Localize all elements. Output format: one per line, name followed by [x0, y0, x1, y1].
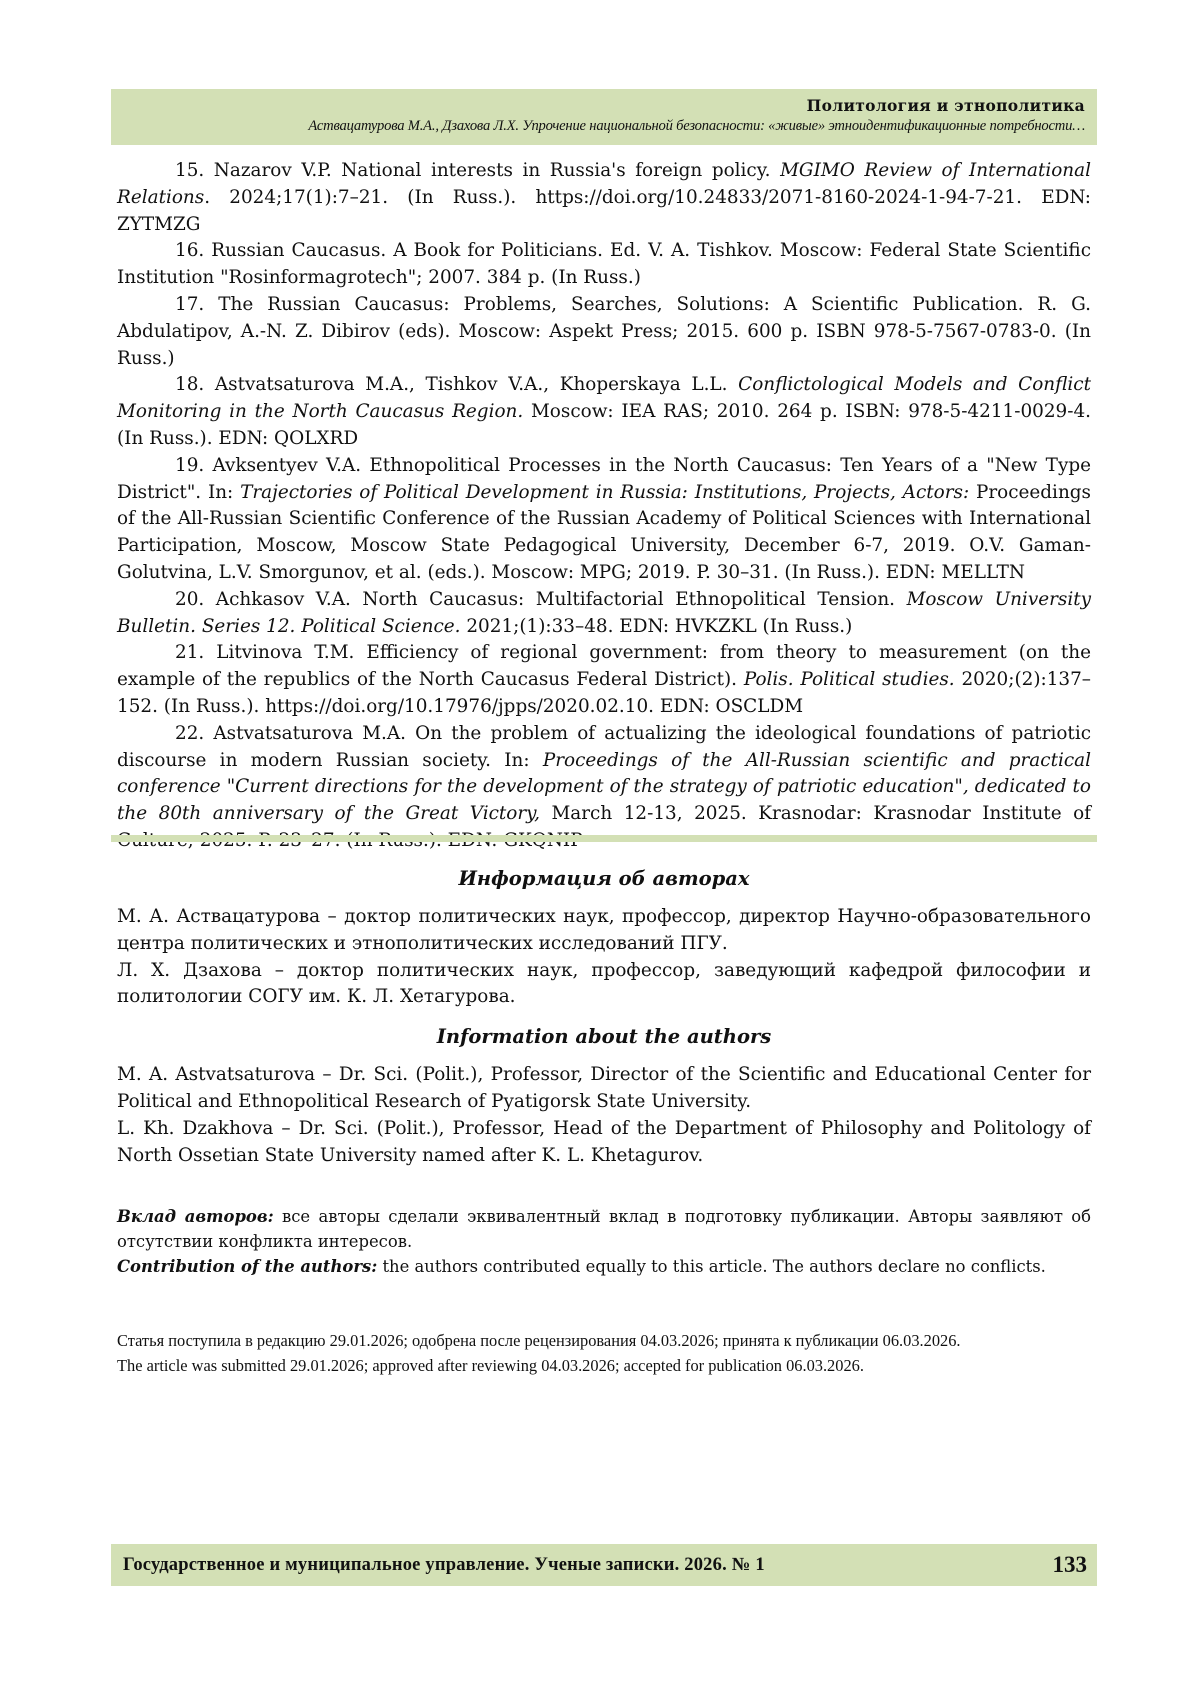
reference-item [117, 453, 1091, 587]
authors-heading-en: Information about the authors [436, 1025, 772, 1049]
page-number: 133 [1052, 1552, 1087, 1577]
author-1-ru: М. А. Аствацатурова – доктор политических наук, профессор, директор Научно-образовательного центра политических и этнополитических исследований ПГУ. [117, 906, 1091, 954]
contribution-en-label: Contribution of the authors: [117, 1257, 378, 1276]
journal-title: Государственное и муниципальное управление. Ученые записки. 2026. № 1 [123, 1554, 765, 1575]
contribution-ru-text: все авторы сделали эквивалентный вклад в подготовку публикации. Авторы заявляют об отсутствии конфликта интересов. [117, 1207, 1091, 1251]
reference-source-title: Conflictological Models and Conflict Monitoring in the North Caucasus Region. [117, 374, 1091, 423]
reference-text: 18. Astvatsaturova M.A., Tishkov V.A., Khoperskaya L.L. [175, 374, 739, 396]
author-2-ru: Л. Х. Дзахова – доктор политических наук, профессор, заведующий кафедрой философии и политологии СОГУ им. К. Л. Хетагурова. [117, 959, 1091, 1008]
reference-list [117, 158, 1091, 855]
article-dates [117, 1328, 1091, 1378]
reference-text: 19. Avksentyev V.A. Ethnopolitical Processes in the North Caucasus: Ten Years of a "New Type District". In: [117, 454, 1091, 503]
running-title: Аствацатурова М.А., Дзахова Л.Х. Упрочение национальной безопасности: «живые» этноидентификационные потребности… [308, 118, 1085, 134]
reference-item [117, 292, 1091, 372]
reference-item [117, 640, 1091, 720]
reference-text: March 12-13, 2025. Krasnodar: Krasnodar Institute of [551, 803, 1091, 825]
reference-text: 15. Nazarov V.P. National interests in Russia's foreign policy. [175, 160, 781, 181]
contribution-en [117, 1254, 1091, 1279]
dates-en: The article was submitted 29.01.2026; approved after reviewing 04.03.2026; accepted for publication 06.03.2026. [117, 1356, 864, 1375]
reference-text: Proceedings of the All-Russian Scientific Conference of the Russian Academy of Political Sciences with International Participation, Moscow, Moscow State Pedagogical University, December 6-7, 2019. O.V. Gaman-Golutvina, L.V. Smorgunov, et al. (eds.). Moscow: MPG; 2019. P. 30–31. (In Russ.). EDN: MELLTN [117, 481, 1091, 583]
reference-source-title: Moscow University Bulletin. Series 12. Political Science. [117, 588, 1091, 637]
contribution-ru-label: Вклад авторов: [117, 1207, 274, 1226]
reference-text: 17. The Russian Caucasus: Problems, Searches, Solutions: A Scientific Publication. R. G. Abdulatipov, A.-N. Z. Dibirov (eds). Moscow: Aspekt Press; 2015. 600 p. ISBN 978-5-7567-0783-0. (In Russ.) [117, 293, 1091, 369]
reference-item [117, 158, 1091, 238]
author-2-en: L. Kh. Dzakhova – Dr. Sci. (Polit.), Professor, Head of the Department of Philosophy and Politology of North Ossetian State University named after K. L. Khetagurov. [117, 1117, 1091, 1166]
reference-text: Moscow: IEA RAS; 2010. 264 p. ISBN: 978-5-4211-0029-4. (In Russ.). EDN: QOLXRD [117, 401, 1092, 449]
contribution-en-text: the authors contributed equally to this article. The authors declare no conflicts. [377, 1257, 1046, 1276]
author-info [117, 866, 1091, 1169]
reference-item [117, 372, 1091, 452]
reference-source-title: MGIMO Review of International Relations [117, 160, 1091, 208]
section-title: Политология и этнополитика [806, 96, 1085, 115]
reference-text: 16. Russian Caucasus. A Book for Politicians. Ed. V. A. Tishkov. Moscow: Federal State Scientific Institution "Rosinformagrotech"; 2007. 384 p. (In Russ.) [117, 240, 1091, 289]
reference-text: 2020;(2):137–152. (In Russ.). https://doi.org/10.17976/jpps/2020.02.10. EDN: OSCLDM [117, 669, 1091, 717]
contribution-ru [117, 1204, 1091, 1254]
dates-ru: Статья поступила в редакцию 29.01.2026; одобрена после рецензирования 04.03.2026; принята к публикации 06.03.2026. [117, 1331, 961, 1350]
reference-text: 21. Litvinova T.M. Efficiency of regional government: from theory to measurement (on the example of the republics of the North Caucasus Federal District). [117, 642, 1091, 691]
author-1-en: M. A. Astvatsaturova – Dr. Sci. (Polit.), Professor, Director of the Scientific and Educational Center for Political and Ethnopolitical Research of Pyatigorsk State University. [117, 1064, 1091, 1112]
reference-text: . 2024;17(1):7–21. (In Russ.). https://doi.org/10.24833/2071-8160-2024-1-94-7-21. EDN: ZYTMZG [117, 186, 1091, 235]
reference-source-title: Polis. Political studies. [743, 669, 955, 691]
contribution-block [117, 1204, 1091, 1279]
page-footer [111, 1544, 1097, 1586]
reference-source-title: Proceedings of the All-Russian scientific and practical conference "Current directions for the development of the strategy of patriotic education", dedicated to the 80th anniversary of the Great Victory, [117, 749, 1091, 825]
authors-heading-ru: Информация об авторах [458, 867, 750, 890]
reference-text: 22. Astvatsaturova M.A. On the problem of actualizing the ideological foundations of patriotic discourse in modern Russian society. In: [117, 722, 1091, 771]
reference-source-title: Trajectories of Political Development in Russia: Institutions, Projects, Actors: [240, 481, 970, 503]
reference-item [117, 238, 1091, 292]
section-divider [111, 835, 1097, 842]
running-header [111, 89, 1097, 145]
reference-text: 2021;(1):33–48. EDN: HVKZKL (In Russ.) [460, 615, 853, 637]
reference-item [117, 587, 1091, 641]
reference-text: 20. Achkasov V.A. North Caucasus: Multifactorial Ethnopolitical Tension. [175, 588, 907, 610]
